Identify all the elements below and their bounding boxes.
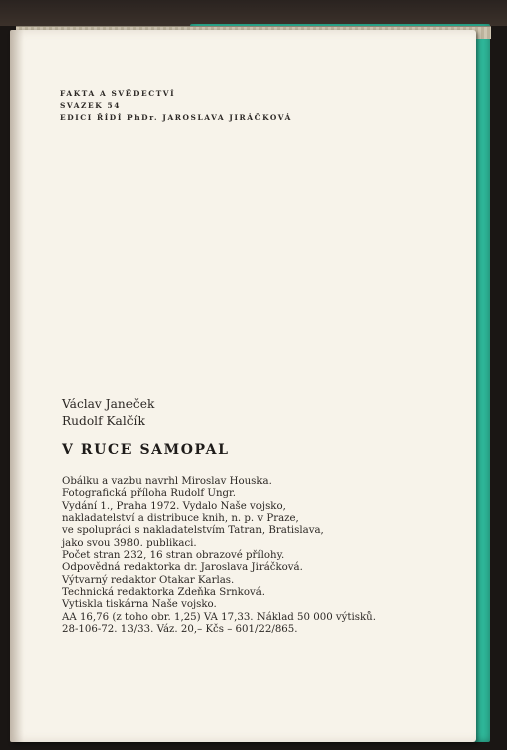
book-cover-board (0, 0, 507, 26)
imprint-line: Počet stran 232, 16 stran obrazové přílohy. (62, 550, 285, 562)
series-editor: EDICI ŘÍDÍ PhDr. JAROSLAVA JIRÁČKOVÁ (60, 113, 292, 122)
imprint-block (62, 476, 467, 636)
imprint-line: Vydání 1., Praha 1972. Vydalo Naše vojsko, (62, 500, 286, 512)
imprint-line: Vytiskla tiskárna Naše vojsko. (62, 599, 217, 611)
imprint-line: Odpovědná redaktorka dr. Jaroslava Jiráčková. (62, 562, 303, 574)
imprint-line: Fotografická příloha Rudolf Ungr. (62, 488, 237, 500)
imprint-line: Technická redaktorka Zdeňka Srnková. (62, 587, 266, 599)
author-name: Rudolf Kalčík (62, 414, 145, 428)
title-verso-page (10, 30, 476, 742)
series-name: FAKTA A SVĚDECTVÍ (60, 89, 176, 98)
book-title: V RUCE SAMOPAL (62, 442, 230, 458)
gutter-shadow (10, 30, 24, 742)
author-name: Václav Janeček (62, 397, 155, 411)
series-info (60, 88, 292, 124)
imprint-line: Obálku a vazbu navrhl Miroslav Houska. (62, 476, 272, 487)
imprint-line: AA 16,76 (z toho obr. 1,25) VA 17,33. Náklad 50 000 výtisků. (62, 611, 376, 623)
author-list (62, 396, 154, 430)
series-volume: SVAZEK 54 (60, 101, 121, 110)
imprint-line: nakladatelství a distribuce knih, n. p. v Praze, (62, 513, 299, 525)
imprint-line: jako svou 3980. publikaci. (62, 537, 197, 549)
imprint-line: 28-106-72. 13/33. Váz. 20,– Kčs – 601/22/865. (62, 624, 298, 636)
imprint-line: Výtvarný redaktor Otakar Karlas. (62, 574, 235, 586)
imprint-line: ve spolupráci s nakladatelstvím Tatran, Bratislava, (62, 525, 324, 537)
